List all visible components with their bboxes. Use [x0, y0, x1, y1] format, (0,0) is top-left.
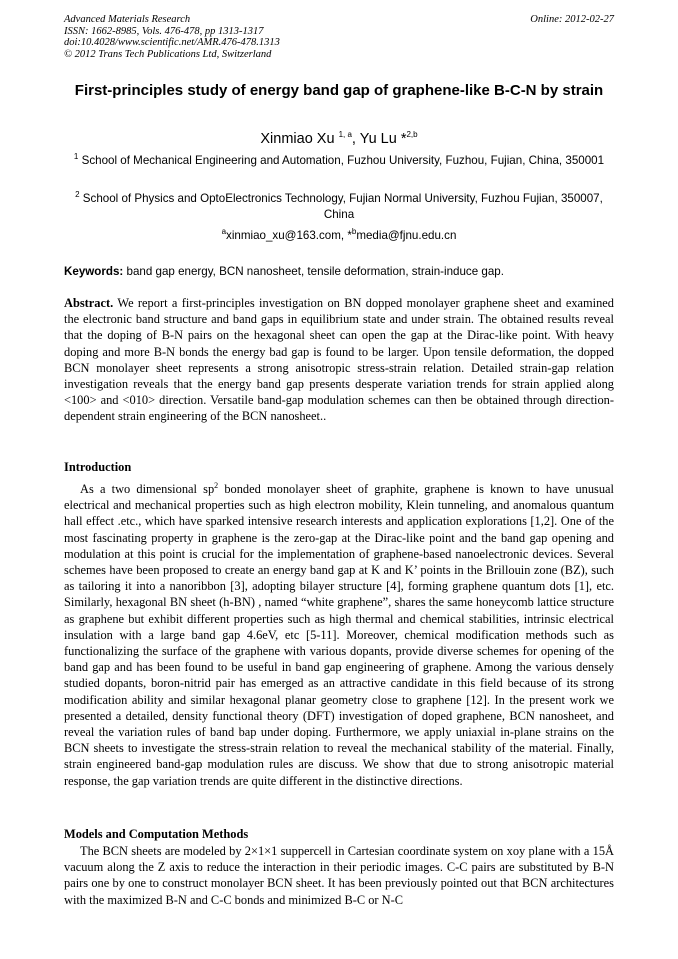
- author-2-sup: 2,b: [406, 130, 418, 140]
- models-paragraph: The BCN sheets are modeled by 2×1×1 suppercell in Cartesian coordinate system on xoy plane with a 15Å vacuum along the Z axis to reduce the interaction in their periodic images. C-C pairs are substituted by B-N pairs one by one to construct monolayer BCN sheet. It has been previously pointed out that BCN architectures with the maximized B-N and C-C bonds and minimized B-C or N-C: [64, 844, 614, 907]
- introduction-heading: Introduction: [64, 460, 132, 474]
- keywords-line: [64, 264, 614, 280]
- online-date: Online: 2012-02-27: [530, 14, 614, 25]
- doi-line: doi:10.4028/www.scientific.net/AMR.476-478.1313: [64, 37, 280, 48]
- affiliation-1-number: 1: [73, 152, 79, 162]
- email-a-sup: a: [221, 227, 227, 237]
- affiliation-1-text: School of Mechanical Engineering and Automation, Fuzhou University, Fuzhou, Fujian, China, 350001: [78, 154, 605, 167]
- author-separator: ,: [351, 131, 360, 147]
- keywords-label: Keywords:: [64, 265, 124, 278]
- affiliation-2-text: School of Physics and OptoElectronics Technology, Fujian Normal University, Fuzhou Fujian, 350007, China: [79, 192, 603, 221]
- introduction-text-rest: bonded monolayer sheet of graphite, graphene is known to have unusual electrical and mechanical properties such as high electron mobility, Klein tunneling, and anomalous quantum hall effect .etc., which have sparked intensive research interests and application explorations [1,2]. One of the most fascinating property in graphene is the zero-gap at the Dirac-like point and the band gap opening and modulation at this point is crucial for the implementation of graphene-based nanoelectronic devices. Several schemes have been proposed to create an energy band gap at K and K’ points in the Brillouin zone (BZ), such as tailoring it into a nanoribbon [3], adopting bilayer structure [4], forming graphene quantum dots [1], etc. Similarly, hexagonal BN sheet (h-BN) , named “white graphene”, shares the same honeycomb lattice structure as graphene but exhibit different properties such as high thermal and chemical stabilities, intrinsic electrical insulation with a large band gap 4.6eV, etc [5-11]. Moreover, chemical modification methods such as functionalizing the surface of the graphene with various dopants, provide diverse schemes for opening of the band gap and has been found to be useful in band gap engineering of graphene. Among the various densely studied dopants, boron-nitrid pair has emerged as an attractive candidate in this field because of its strong modification ability and similar hexagonal planar geometry close to graphene [12]. In the present work we presented a detailed, density functional theory (DFT) investigation of doped graphene, BCN nanosheet, and reveal the variation rules of band bap under doping. Furthermore, we apply uniaxial in-plane strains on the BCN sheets to investigate the stress-strain relation to reveal the mechanical stability of the material. Finally, strain engineered band-gap modulation rules are discuss. We show that due to strong anisotropic material response, the gap variation trends are quite different in the distinctive directions.: [64, 482, 614, 788]
- journal-header: [64, 14, 280, 60]
- email-a: xinmiao_xu@163.com, *: [226, 229, 352, 242]
- author-2-name: Yu Lu *: [359, 131, 407, 147]
- keywords-text: band gap energy, BCN nanosheet, tensile deformation, strain-induce gap.: [123, 265, 504, 278]
- introduction-text-start: As a two dimensional sp: [80, 482, 215, 496]
- introduction-paragraph: [64, 481, 614, 789]
- affiliation-1: [64, 153, 614, 169]
- paper-title: First-principles study of energy band gap of graphene-like B-C-N by strain: [74, 82, 604, 99]
- introduction-sup: 2: [214, 480, 219, 490]
- email-b: media@fjnu.edu.cn: [356, 229, 457, 242]
- abstract-label: Abstract.: [64, 296, 114, 310]
- abstract-text: We report a first-principles investigation on BN dopped monolayer graphene sheet and examined the electronic band structure and band gaps in equilibrium state and under strain. The obtained results reveal that the doping of B-N pairs on the hexagonal sheet can open the gap at the Dirac-like point. With heavy doping and more B-N bonds the energy bad gap is found to be larger. Upon tensile deformation, the dopped BCN monolayer sheet represents a strong anisotropic stress-strain relation. Detailed strain-gap relation investigation reveals that the energy band gap presents desperate variation trends for strain applied along <100> and <010> direction. Versatile band-gap modulation schemes can then be obtained through direction-dependent strain engineering of the BCN nanosheet..: [64, 296, 614, 424]
- issn-line: ISSN: 1662-8985, Vols. 476-478, pp 1313-1317: [64, 25, 264, 37]
- email-line: [64, 228, 614, 244]
- journal-name: Advanced Materials Research: [64, 14, 191, 25]
- author-1-sup: 1, a: [338, 130, 352, 140]
- author-1-name: Xinmiao Xu: [260, 131, 335, 147]
- abstract-paragraph: [64, 295, 614, 425]
- models-heading: Models and Computation Methods: [64, 827, 249, 841]
- affiliation-2-number: 2: [75, 190, 80, 200]
- email-b-sup: b: [351, 227, 357, 237]
- affiliation-2: [64, 191, 614, 223]
- author-line: [64, 130, 614, 148]
- copyright-line: © 2012 Trans Tech Publications Ltd, Switzerland: [64, 48, 272, 60]
